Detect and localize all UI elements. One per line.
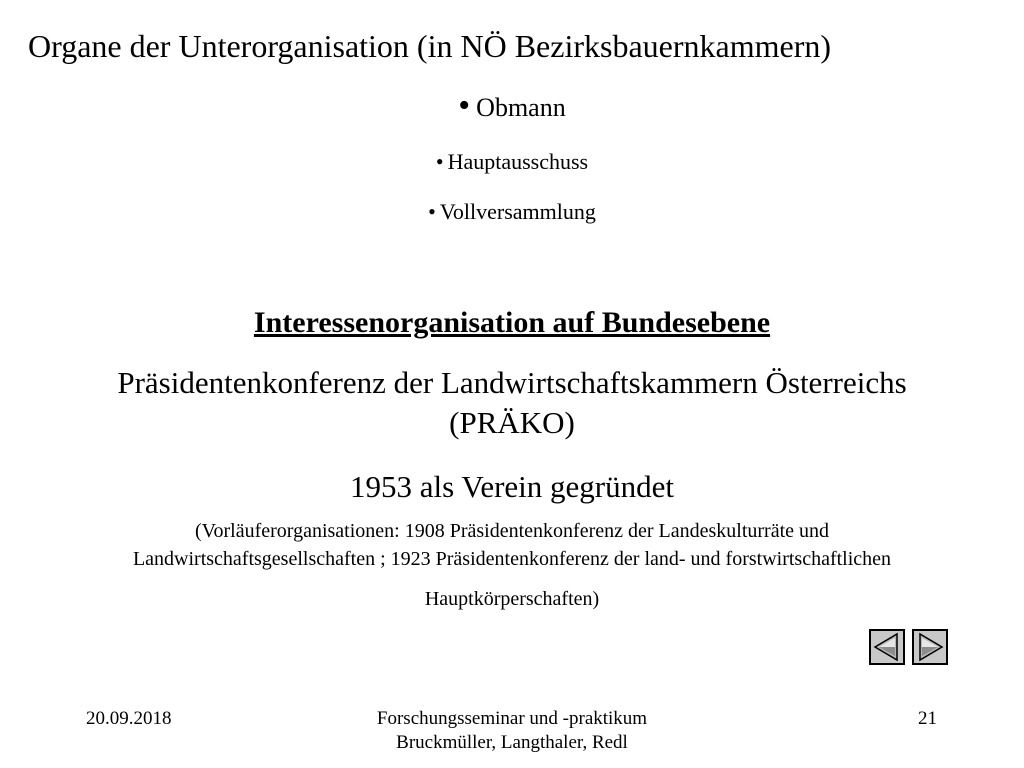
bullet-text: Hauptausschuss xyxy=(447,149,589,174)
note-line-3: Hauptkörperschaften) xyxy=(424,588,600,610)
footer-course xyxy=(312,707,712,755)
slide-title: Organe der Unterorganisation (in NÖ Bezirksbauernkammern) xyxy=(28,28,831,64)
bullet-marker: • xyxy=(435,149,444,174)
praeko-abbreviation: (PRÄKO) xyxy=(449,405,575,440)
bullet-item-hauptausschuss xyxy=(0,147,1024,177)
bullet-marker: • xyxy=(428,199,436,224)
footer-authors: Bruckmüller, Langthaler, Redl xyxy=(396,732,628,753)
bullet-item-obmann xyxy=(0,88,1024,126)
praeko-name: Präsidentenkonferenz der Landwirtschaftskammern Österreichs xyxy=(117,365,907,400)
next-slide-button[interactable] xyxy=(912,629,948,665)
triangle-right-icon xyxy=(914,631,946,663)
footer-course-title: Forschungsseminar und -praktikum xyxy=(376,708,648,729)
bullet-marker: • xyxy=(458,87,471,124)
page-number: 21 xyxy=(918,708,937,729)
section-heading: Interessenorganisation auf Bundesebene xyxy=(253,306,771,339)
founded-text: 1953 als Verein gegründet xyxy=(350,469,674,504)
previous-slide-button[interactable] xyxy=(869,629,905,665)
note-line-2: Landwirtschaftsgesellschaften ; 1923 Präsidentenkonferenz der land- und forstwirtschaftlichen xyxy=(132,548,892,570)
note-line-1: (Vorläuferorganisationen: 1908 Präsidentenkonferenz der Landeskulturräte und xyxy=(194,520,830,542)
footer-date: 20.09.2018 xyxy=(86,708,172,729)
bullet-item-vollversammlung xyxy=(0,197,1024,227)
bullet-text: Vollversammlung xyxy=(439,199,596,224)
triangle-left-icon xyxy=(871,631,903,663)
bullet-text: Obmann xyxy=(476,93,566,122)
